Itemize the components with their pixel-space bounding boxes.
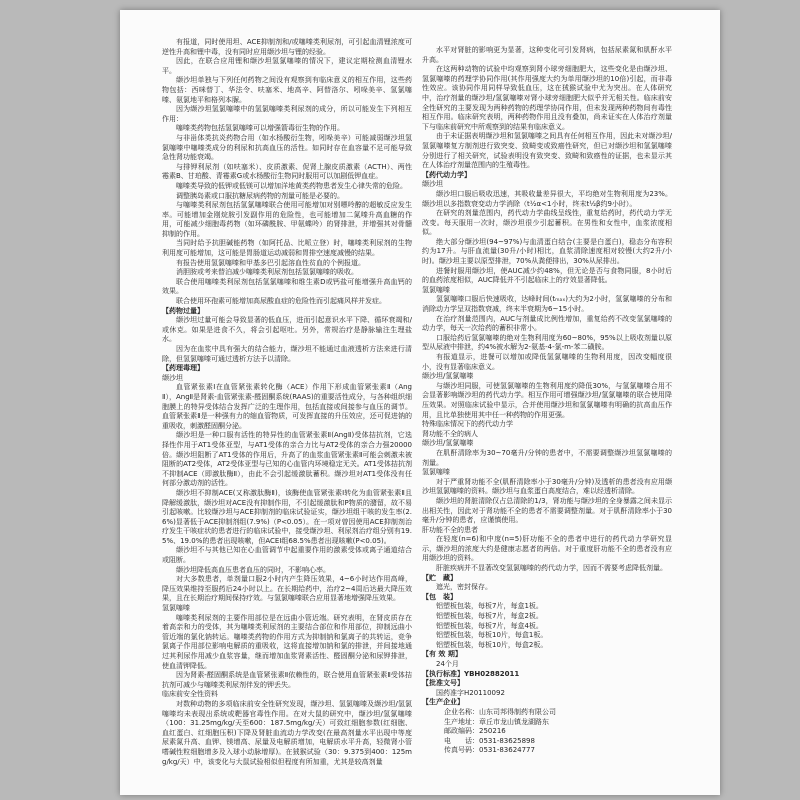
paragraph: 血管紧张素Ⅰ在血管紧张素转化酶（ACE）作用下形成血管紧张素Ⅱ（AngⅡ），AngⅡ是肾素-血管紧张素-醛固酮系统(RAAS)的重要活性成分，与各种组织细胞膜上的特异受体结合发挥广泛的生理作用，包括直接或间接参与血压的调节。血管紧张素Ⅱ是一种强有力的缩血管物质，可发挥直接的升压效应，还可促进钠的重吸收，刺激醛固酮分泌。 [162,383,412,430]
paragraph: 缬沙坦过量可能会导致显著的低血压，进而引起意识水平下降、循环衰竭和/或休克。如果是进食不久，将会引起呕吐。另外，常规治疗是静脉输注生理盐水。 [162,316,412,344]
paragraph: 有报道，同时使用坦、ACE抑制剂和/或噻嗪类利尿剂，可引起血清锂浓度可逆性升高和锂中毒，没有同时应用缬沙坦与锂的经验。 [162,38,412,56]
right-text-column [422,46,672,793]
paragraph: 因为肾素-醛固酮系统是血管紧张素Ⅱ依赖性的，联合使用血管紧张素Ⅱ受体拮抗剂可减少与噻嗪类利尿剂伴发的钾丢失。 [162,671,412,689]
paragraph: 噻嗪类导致的低钾或低镁可以增加洋地黄类药物患者发生心律失常的危险。 [176,181,407,190]
sub-heading: 肝功能不全的患者 [422,525,478,534]
paragraph: 联合使用噻嗪类利尿剂包括氢氯噻嗪和维生素D或钙盐可能增强升高血钙的效果。 [162,277,412,296]
paragraph: 在这两种动物的试验中均观察到肾小球旁细胞肥大，这些变化是由缬沙坦、氢氯噻嗪的药理学协同作用(其作用强度大约为单用缬沙坦的10倍)引起，而非毒性效应。该协同作用同样导致低血压，这在狨猴试验中尤为突出。在人体研究中，治疗剂量的缬沙坦/氢氯噻嗪对肾小球旁细胞肥大似乎并无相关性。临床前安全性研究的主要发现为两种药物的药理学协同作用，但未发现两种药物间有毒性相互作用。临床研究表明，两种药物作用且没有叠加，尚未证实在人体治疗剂量下与临床前研究中所观察到的结果有临床意义。 [422,65,672,131]
sub-heading: 氢氯噻嗪 [422,285,450,294]
paragraph: 由于未证据表明缬沙坦和氢氯噻嗪之间具有任何相互作用，因此未对缬沙坦/氢氯噻嗪复方制剂进行致突变、致畸变或致癌性研究，但已对缬沙坦和氢氯噻嗪分别进行了相关研究，试验表明没有致突变、致畸和致癌性的证据，也未显示其在人体治疗剂量范围内的生殖毒性。 [422,132,672,170]
paragraph: 与噻嗪类利尿剂包括氢氯噻嗪联合使用可能增加对别嘌呤醇的超敏反应发生率。可能增加金刚烷胺引发副作用的危险性，也可能增加二氮嗪升高血糖的作用，可能减少细胞毒药物（如环磷酰胺、甲氨蝶呤）的肾排泄，并增强其对骨髓抑制的作用。 [162,201,412,238]
paragraph: 缬沙坦口服后吸收迅速，其吸收量差异很大，平均绝对生物利用度为23%。缬沙坦以多指数衰变动力学消除（t½α<1小时，终末t½β约9小时）。 [422,189,672,208]
paragraph: 对大多数患者，单剂量口服2小时内产生降压效果，4~6小时达作用高峰，降压效果维持至服药后24小时以上。在长期给药中，治疗2~4周后达最大降压效果，且在长期治疗期间保持疗效。与氢氯噻嗪联合应用显著地增强降压效果。 [162,575,412,603]
sub-heading: 缬沙坦/氢氯噻嗪 [422,439,474,448]
section-heading: 【批准文号】 [422,679,464,688]
paragraph: 铝塑板包装，每板10片，每盒1板。 [436,631,548,640]
paragraph: 国药准字H20110092 [436,688,505,697]
sub-heading: 缬沙坦 [422,180,443,189]
paragraph: 遮光，密封保存。 [436,583,492,592]
paragraph: 缬沙坦不与其他已知在心血管调节中起重要作用的激素受体或离子通道结合或阻断。 [162,546,412,565]
section-heading: 【有 效 期】 [422,650,462,659]
paragraph: 缬沙坦不抑制ACE(又称激肽酶Ⅱ)，该酶使血管紧张素Ⅰ转化为血管紧张素Ⅱ且降解缓激肽，缬沙坦对ACE没有抑制作用，不引起缓激肽和P物质的潴留，故不易引起咳嗽。比较缬沙坦与ACE抑制剂的临床试验证实，缬沙坦组干咳的发生率(2.6%)显著低于ACE抑制剂组(7.9%)（P<0.05）。在一项对曾因使用ACE抑制剂治疗发生干咳症状的患者进行的临床试验中，接受缬沙坦、利尿剂治疗组分别有19.5%、19.0%的患者出现咳嗽，但ACEI组68.5%患者出现咳嗽(P<0.05)。 [162,488,412,545]
paragraph: 噻嗪类利尿剂的主要作用部位是在远曲小管近端。研究表明，在肾皮质存在着高亲和力的受体，其为噻嗪类利尿剂的主要结合部位和作用部位，抑制远曲小管近端的氯化钠转运。噻嗪类药物的作用方式为抑制钠和氯离子的共转运，竞争氯离子作用部位影响电解质的重吸收，这将直接增加钠和氯的排泄，并间接地通过其利尿作用减少血浆容量，继而增加血浆肾素活性、醛固酮分泌和尿钾排泄，使血清钾降低。 [162,613,412,670]
section-heading: 【执行标准】YBH02882011 [422,669,520,678]
paragraph: 对于严重肾功能不全(肌酐清除率小于30毫升/分钟)及透析的患者没有应用缬沙坦氢氯噻嗪的资料。缬沙坦与血浆蛋白高度结合，难以经透析清除。 [422,477,672,496]
section-heading: 【贮 藏】 [422,573,457,582]
paragraph: 消胆胺或考来替泊减少噻嗪类利尿剂包括氢氯噻嗪的吸收。 [176,268,358,277]
section-heading: 【生产企业】 [422,698,464,707]
paragraph: 缬沙坦的肾脏清除仅占总清除的1/3，肾功能与缬沙坦的全身暴露之间未显示出相关性，因此对于肾功能不全的患者不需要调整剂量。对于肌酐清除率小于30毫升/分钟的患者，应谨慎使用。 [422,496,672,525]
section-heading: 【药理毒理】 [162,364,204,373]
paragraph: 调整胰岛素或口服抗糖尿病药物的剂量可能是必要的。 [176,191,344,200]
paragraph: 对数种动物的多项临床前安全性研究发现，缬沙坦、氢氯噻嗪及缬沙坦/氢氯噻嗪均未表现出系统或靶器官毒性作用。在对大鼠的研究中，缬沙坦/氢氯噻嗪（100：31.25mg/kg/天至600：187.5mg/kg/天）可致红细胞参数(红细胞、血红蛋白、红细胞压积)下降及肾脏血流动力学改变(在最高剂量水平出现中等度尿素氮升高、血钾、镁增高、尿量及电解质增加，电解质水平升高，轻微肾小管嗜碱性粒细胞增多及入球小动脉增厚)。在狨猴试验（30：9.375到400：125mg/kg/天）中，该变化与大鼠试验相似但程度有所加重，尤其是较高剂量 [162,699,412,766]
section-heading: 【包 装】 [422,592,457,601]
paragraph: 因为在血浆中具有强大的结合能力，缬沙坦不能通过血液透析方法来进行清除，但氢氯噻嗪可通过透析方法予以清除。 [162,345,412,363]
paragraph: 噻嗪类药物包括氢氯噻嗪可以增强箭毒衍生物的作用。 [176,124,344,133]
paragraph: 有报道显示，进餐可以增加或降低氢氯噻嗪的生物利用度，因改变幅度很小，没有显著临床意义。 [422,353,672,371]
sub-heading: 缬沙坦/氢氯噻嗪 [422,372,474,381]
paragraph: 与排钾利尿剂（如呋塞米）、皮质激素、促肾上腺皮质激素（ACTH）、两性霉素B、甘珀酸、青霉素G或水杨酸衍生物同时服用可以加剧低钾血症。 [162,162,412,181]
left-text-column [162,38,412,793]
manufacturer-line: 生产地址：章丘市龙山镇龙湖路东 [444,717,549,726]
paragraph: 24个月 [436,660,459,668]
paragraph: 进餐时服用缬沙坦，使AUC减少约48%，但无论是否与食物同服，8小时后的血药浓度相似，AUC降低并不引起临床上的疗效显著降低。 [422,266,672,285]
sub-heading: 缬沙坦 [162,373,183,382]
paragraph: 水平对肾脏的影响更为显著，这种变化可引发肾病，包括尿素氮和肌酐水平升高。 [422,46,672,64]
manufacturer-line: 电 话：0531-83625898 [444,736,535,745]
sub-heading: 特殊临床情况下的药代动力学 [422,420,513,429]
manufacturer-line: 传真号码：0531-83624777 [444,746,535,755]
paragraph: 联合使用环孢素可能增加高尿酸血症的危险性而引起痛风样并发症。 [176,297,386,306]
paragraph: 与缬沙坦同服，可使氢氯噻嗪的生物利用度约降低30%，与氢氯噻嗪合用不会显著影响缬沙坦的药代动力学。相互作用可增强缬沙坦/氢氯噻嗪的联合使用降压效果。对照临床试验中显示，合并使用缬沙坦和氢氯噻嗪有明确的抗高血压作用，且比单独使用其中任一种药物的作用更强。 [422,381,672,419]
section-heading: 【药物过量】 [162,306,204,315]
paragraph: 在肌酐清除率为30~70毫升/分钟的患者中，不需要调整缬沙坦氢氯噻嗪的剂量。 [422,448,672,467]
sub-heading: 肾功能不全的病人 [422,429,478,438]
section-heading: 【药代动力学】 [422,170,471,179]
paragraph: 与非甾体类抗炎药物合用（如水杨酸衍生物，吲哚美辛）可能减弱缬沙坦氢氯噻嗪中噻嗪类成分的利尿和抗高血压的活性。如同时存在血容量不足可能导致急性肾功能衰竭。 [162,133,412,162]
paragraph: 铝塑板包装，每板10片，每盒2板。 [436,640,548,649]
manufacturer-line: 企业名称：山东司邦得制药有限公司 [444,707,556,716]
paragraph: 铝塑板包装，每板7片，每盒2板。 [436,612,543,621]
paragraph: 铝塑板包装，每板7片，每盒4板。 [436,621,543,630]
paragraph: 肝脏疾病并不显著改变氢氯噻嗪的药代动力学，因而不需要考虑降低剂量。 [436,564,667,573]
sub-heading: 临床前安全性资料 [162,690,218,699]
package-insert-sheet [120,10,720,795]
sub-heading: 氢氯噻嗪 [162,604,190,613]
paragraph: 缬沙坦是一种口服有活性的特异性的血管紧张素Ⅱ(AngⅡ)受体拮抗剂，它选择性作用于AT1受体亚型，与AT1受体的亲合力比与AT2受体的亲合力强20000倍。缬沙坦阻断了AT1受体的作用后，升高了的血浆血管紧张素Ⅱ可能会刺激未被阻断的AT2受体，AT2受体亚型与已知的心血管内环境稳定无关。AT1受体拮抗剂不抑制ACE（即激肽酶Ⅱ），由此不会引起缓激肽蓄积。缬沙坦对AT1受体没有任何部分激动剂的活性。 [162,431,412,488]
paragraph: 在轻度(n=6)和中度(n=5)肝功能不全的患者中进行的药代动力学研究显示，缬沙坦的浓度大约是健康志愿者的两倍。对于重度肝功能不全的患者没有应用缬沙坦的资料。 [422,535,672,563]
manufacturer-line: 邮政编码：250216 [444,727,506,736]
paragraph: 当同时给予抗胆碱能药物（如阿托品、比哌立登）时，噻嗪类利尿剂的生物利用度可能增加，这可能是胃肠道运动减弱和胃排空速度减慢的结果。 [162,239,412,258]
paragraph: 铝塑板包装，每板7片，每盒1板。 [436,602,543,611]
paragraph: 口服给药后氢氯噻嗪的绝对生物利用度为60~80%，95%以上吸收剂量以原型从尿液中排泄，约4%被水解为2-氨基-4-氯-m-苯二磺胺。 [422,333,672,352]
paragraph: 在治疗剂量范围内，AUC与剂量成比例性增加，重复给药不改变氢氯噻嗪的动力学，每天一次给药的蓄积非常小。 [422,314,672,333]
paragraph: 氢氯噻嗪口服后快速吸收，达峰时间(tₘₐₓ)大约为2小时，氢氯噻嗪的分布和消除动力学呈双指数衰减，终末半衰期为6~15小时。 [422,295,672,314]
sub-heading: 氢氯噻嗪 [422,468,450,477]
paragraph: 绝大部分缬沙坦(94~97%)与血清蛋白结合(主要是白蛋白)，稳态分布容积约为17升。与肝血流量(30升/小时)相比，血浆清除速度相对较慢(大约2升/小时)。缬沙坦主要以原型排泄，70%从粪便排出，30%从尿排出。 [422,237,672,266]
paragraph: 因此，在联合应用锂和缬沙坦氢氯噻嗪的情况下，建议定期检测血清锂水平。 [162,57,412,75]
paragraph: 缬沙坦降低高血压患者血压的同时，不影响心率。 [176,565,330,574]
paragraph: 在研究的剂量范围内，药代动力学曲线呈线性，重复给药时，药代动力学无改变。每天服用一次时，缬沙坦很少引起蓄积。在男性和女性中，血浆浓度相似。 [422,209,672,237]
paragraph: 有报告使用氢氯噻嗪和甲基多巴引起溶血性贫血的个例报道。 [176,258,365,267]
paragraph: 缬沙坦单独与下列任何药物之间没有观察到有临床意义的相互作用，这些药物包括：西咪替丁、华法令、呋塞米、地高辛、阿替洛尔、吲哚美辛、氢氯噻嗪、氨氯地平和格列本脲。 [162,76,412,104]
paragraph: 因为缬沙坦氢氯噻嗪中的氢氯噻嗪类利尿剂的成分，所以可能发生下列相互作用： [162,105,412,123]
